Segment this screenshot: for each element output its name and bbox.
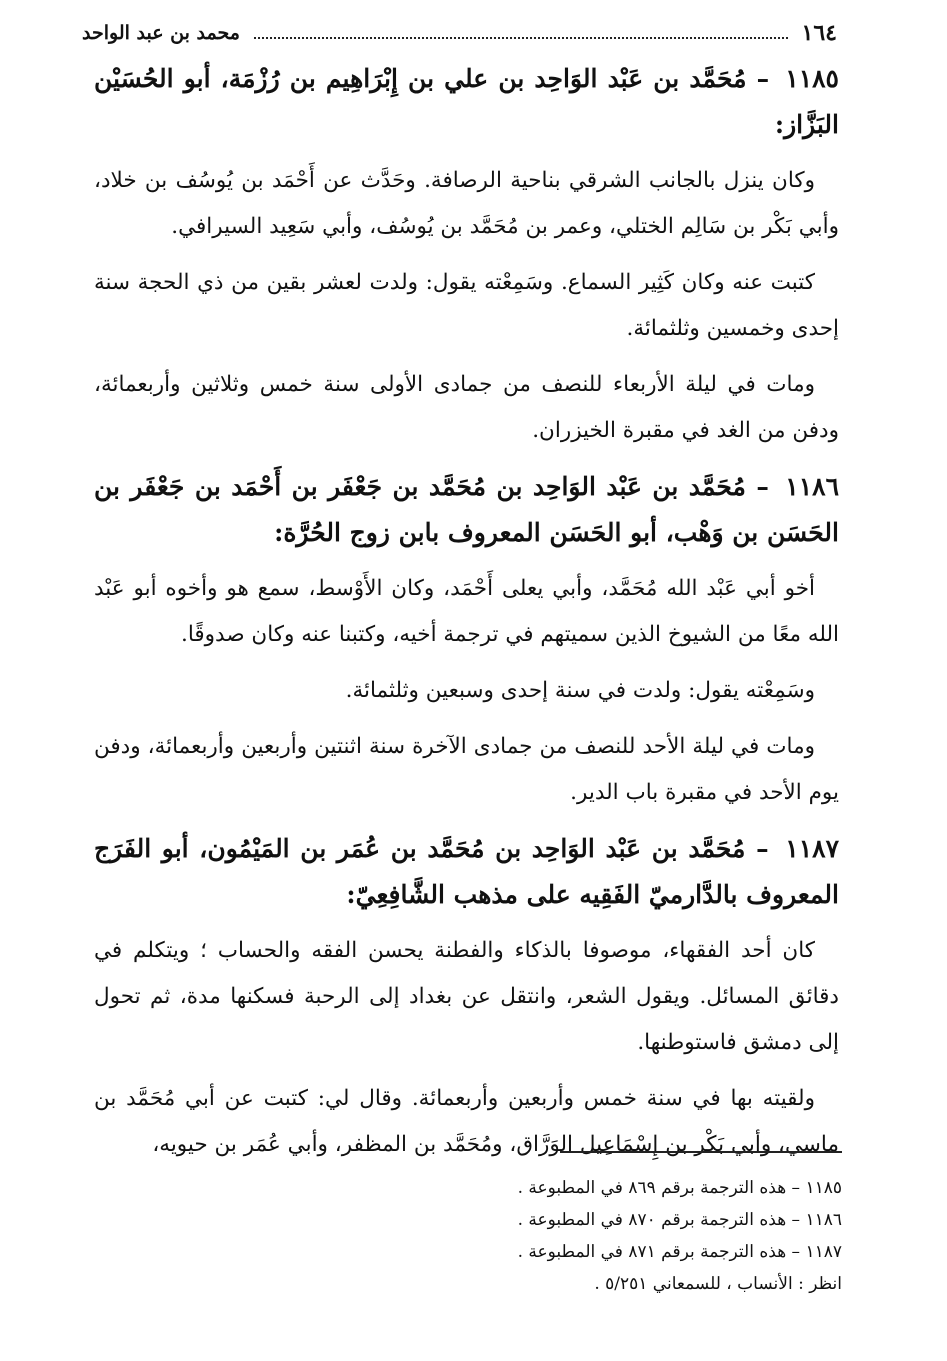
entry-paragraph: ولقيته بها في سنة خمس وأربعين وأربعمائة. وقال لي: كتبت عن أبي مُحَمَّد بن ماسي، وأبي بَكْر بن إِسْمَاعِيل الوَرَّاق، ومُحَمَّد بن المظفر، وأبي عُمَر بن حيويه، <box>94 1086 839 1157</box>
footnote-divider <box>560 1151 842 1153</box>
entry-paragraph: كان أحد الفقهاء، موصوفا بالذكاء والفطنة يحسن الفقه والحساب ؛ ويتكلم في دقائق المسائل. ويقول الشعر، وانتقل عن بغداد إلى الرحبة فسكنها مدة، ثم تحول إلى دمشق فاستوطنها. <box>94 938 839 1055</box>
entry-paragraph: كتبت عنه وكان كَثِير السماع. وسَمِعْته يقول: ولدت لعشر بقين من ذي الحجة سنة إحدى وخمسين وثلثمائة. <box>94 270 839 341</box>
entry-paragraph: ومات في ليلة الأربعاء للنصف من جمادى الأولى سنة خمس وثلاثين وأربعمائة، ودفن من الغد في مقبرة الخيزران. <box>94 372 839 443</box>
entry-heading: ١١٨٧ – مُحَمَّد بن عَبْد الوَاحِد بن مُحَمَّد بن عُمَر بن المَيْمُون، أبو الفَرَج المعروف بالدَّارميّ الفَقِيه على مذهب الشَّافِعِيّ: <box>94 834 839 909</box>
entry-number: ١١٨٧ <box>785 834 839 863</box>
header-dotted-leader <box>254 27 788 39</box>
entry-paragraph: وسَمِعْته يقول: ولدت في سنة إحدى وسبعين وثلثمائة. <box>345 678 815 703</box>
entry-title: مُحَمَّد بن عَبْد الوَاحِد بن مُحَمَّد بن جَعْفَر بن أَحْمَد بن جَعْفَر بن الحَسَن بن وَهْب، أبو الحَسَن المعروف بابن زوج الحُرَّة: <box>94 472 839 547</box>
entry-paragraph: أخو أبي عَبْد الله مُحَمَّد، وأبي يعلى أَحْمَد، وكان الأَوْسط، سمع هو وأخوه أبو عَبْد الله معًا من الشيوخ الذين سميتهم في ترجمة أخيه، وكتبنا عنه وكان صدوقًا. <box>94 576 839 647</box>
entry-number: ١١٨٦ <box>785 472 839 501</box>
entry-paragraph: وكان ينزل بالجانب الشرقي بناحية الرصافة. وحَدَّث عن أَحْمَد بن يُوسُف بن خلاد، وأبي بَكْر بن سَالِم الختلي، وعمر بن مُحَمَّد بن يُوسُف، وأبي سَعِيد السيرافي. <box>94 168 839 239</box>
footnote: انظر : الأنساب ، للسمعاني ٥/٢٥١ . <box>594 1274 842 1294</box>
page-number: ١٦٤ <box>801 20 837 46</box>
footnotes <box>300 1172 842 1300</box>
page-header <box>82 16 837 50</box>
entry-paragraph: ومات في ليلة الأحد للنصف من جمادى الآخرة سنة اثنتين وأربعين وأربعمائة، ودفن يوم الأحد في مقبرة باب الدير. <box>94 734 839 805</box>
entry-heading: ١١٨٦ – مُحَمَّد بن عَبْد الوَاحِد بن مُحَمَّد بن جَعْفَر بن أَحْمَد بن جَعْفَر بن الحَسَن بن وَهْب، أبو الحَسَن المعروف بابن زوج الحُرَّة: <box>94 472 839 547</box>
entry-number: ١١٨٥ <box>785 64 839 93</box>
biography-entry <box>94 826 839 1168</box>
footnote: ١١٨٥ – هذه الترجمة برقم ٨٦٩ في المطبوعة . <box>517 1178 842 1198</box>
footnote: ١١٨٧ – هذه الترجمة برقم ٨٧١ في المطبوعة . <box>517 1242 842 1262</box>
running-title: محمد بن عبد الواحد <box>82 22 240 44</box>
entry-title: مُحَمَّد بن عَبْد الوَاحِد بن مُحَمَّد بن عُمَر بن المَيْمُون، أبو الفَرَج المعروف بالدَّارميّ الفَقِيه على مذهب الشَّافِعِيّ: <box>94 834 839 909</box>
page-body <box>94 56 839 1178</box>
entry-title: مُحَمَّد بن عَبْد الوَاحِد بن علي بن إِبْرَاهِيم بن رُزْمَة، أبو الحُسَيْن البَزَّاز: <box>94 64 839 139</box>
entry-heading: ١١٨٥ – مُحَمَّد بن عَبْد الوَاحِد بن علي بن إِبْرَاهِيم بن رُزْمَة، أبو الحُسَيْن البَزَّاز: <box>94 64 839 139</box>
biography-entry <box>94 56 839 454</box>
footnote: ١١٨٦ – هذه الترجمة برقم ٨٧٠ في المطبوعة . <box>517 1210 842 1230</box>
biography-entry <box>94 464 839 816</box>
